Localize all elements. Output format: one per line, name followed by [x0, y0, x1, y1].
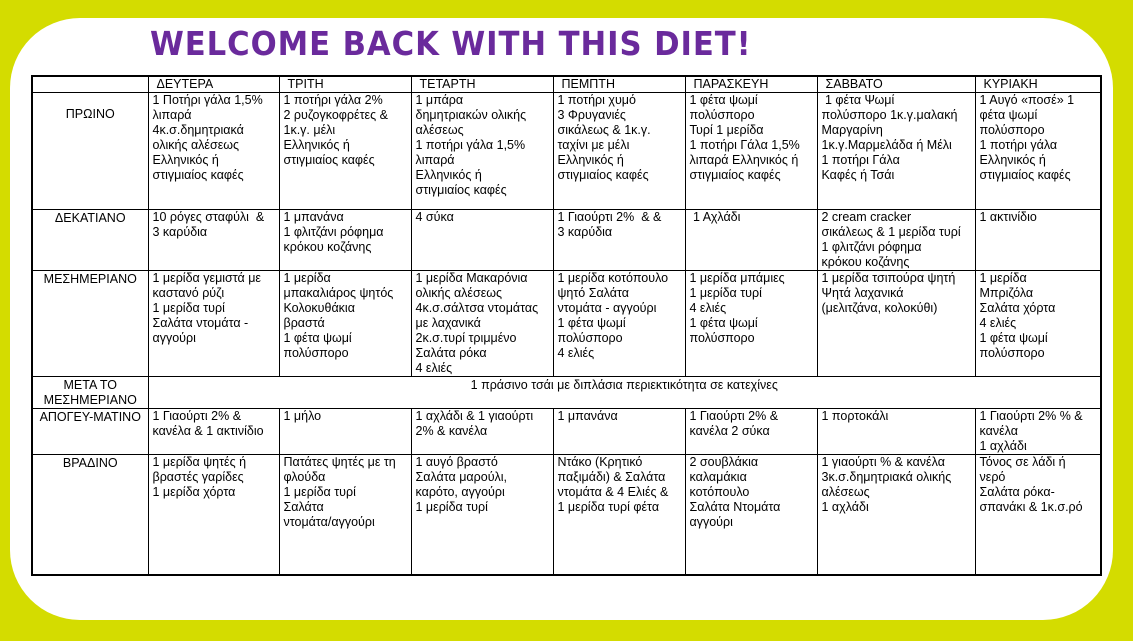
- cell-line: 10 ρόγες σταφύλι &: [152, 210, 265, 224]
- cell-line: 1 μερίδα μπάμιες: [689, 271, 785, 285]
- cell-line: στιγμιαίος καφές: [689, 168, 781, 182]
- cell-line: Τόνος σε λάδι ή: [979, 455, 1066, 469]
- header-row: [32, 76, 1101, 93]
- cell-line: 1 ποτήρι γάλα: [979, 138, 1058, 152]
- cell-line: 1 μερίδα Μακαρόνια: [415, 271, 528, 285]
- cell-line: πολύσπορο: [979, 123, 1045, 137]
- meal-cell-saturday: [817, 455, 975, 575]
- cell-line: νερό: [979, 470, 1006, 484]
- cell-line: 1 μπάρα: [415, 93, 464, 107]
- cell-line: πολύσπορο: [557, 331, 623, 345]
- cell-line: 2% & κανέλα: [415, 424, 488, 438]
- cell-line: 1 γιαούρτι % & κανέλα: [821, 455, 945, 469]
- meal-cell-wednesday: [411, 455, 553, 575]
- meal-cell-wednesday: [411, 271, 553, 377]
- cell-line: ντομάτα/αγγούρι: [283, 515, 375, 529]
- cell-line: 1 φέτα Ψωμί: [821, 93, 895, 107]
- cell-line: 1 μερίδα τυρί: [152, 301, 225, 315]
- day-header-thursday: ΠΕΜΠΤΗ: [553, 76, 685, 93]
- meal-cell-saturday: [817, 409, 975, 455]
- cell-line: σπανάκι & 1κ.σ.ρό: [979, 500, 1083, 514]
- meal-cell-sunday: [975, 409, 1101, 455]
- cell-line: 1 αχλάδι: [821, 500, 869, 514]
- cell-line: πολύσπορο: [689, 108, 755, 122]
- cell-line: 4 ελιές: [979, 316, 1017, 330]
- cell-line: 1 μερίδα ψητές ή: [152, 455, 247, 469]
- cell-line: 1 φέτα ψωμί: [689, 93, 758, 107]
- cell-line: αγγούρι: [152, 331, 196, 345]
- cell-line: 3 Φρυγανιές: [557, 108, 626, 122]
- cell-line: αλέσεως: [821, 485, 870, 499]
- cell-line: Κολοκυθάκια: [283, 301, 355, 315]
- meal-label: ΑΠΟΓΕΥ-ΜΑΤΙΝΟ: [32, 409, 148, 455]
- cell-line: 1 φέτα ψωμί: [283, 331, 352, 345]
- cell-line: αλέσεως: [415, 123, 464, 137]
- cell-line: Ελληνικός ή: [415, 168, 482, 182]
- cell-line: 1 μερίδα: [979, 271, 1027, 285]
- meal-row: [32, 377, 1101, 409]
- corner-cell: [32, 76, 148, 93]
- cell-line: Τυρί 1 μερίδα: [689, 123, 764, 137]
- cell-line: στιγμιαίος καφές: [979, 168, 1071, 182]
- cell-line: κανέλα 2 σύκα: [689, 424, 770, 438]
- cell-line: Ελληνικός ή: [152, 153, 219, 167]
- cell-line: Ψητά λαχανικά: [821, 286, 904, 300]
- meal-row: [32, 271, 1101, 377]
- meal-cell-thursday: [553, 271, 685, 377]
- meal-label: ΜΕΣΗΜΕΡΙΑΝΟ: [32, 271, 148, 377]
- cell-line: 1κ.γ.Μαρμελάδα ή Μέλι: [821, 138, 952, 152]
- meal-cell-saturday: [817, 210, 975, 271]
- cell-line: λιπαρά: [152, 108, 192, 122]
- cell-line: φλούδα: [283, 470, 326, 484]
- meal-cell-thursday: [553, 409, 685, 455]
- cell-line: πολύσπορο: [689, 331, 755, 345]
- cell-line: 1 μερίδα: [283, 271, 331, 285]
- cell-line: 1 μερίδα κοτόπουλο: [557, 271, 669, 285]
- cell-line: 1 Γιαούρτι 2% &: [152, 409, 242, 423]
- cell-line: 1 μερίδα γεμιστά με: [152, 271, 261, 285]
- cell-line: 1 ποτήρι Γάλα: [821, 153, 900, 167]
- cell-line: 1 μήλο: [283, 409, 322, 423]
- cell-line: Σαλάτα μαρούλι,: [415, 470, 508, 484]
- cell-line: 1 φλιτζάνι ρόφημα: [283, 225, 384, 239]
- cell-line: 1 μερίδα χόρτα: [152, 485, 236, 499]
- cell-line: κρόκου κοζάνης: [821, 255, 910, 269]
- cell-line: 1 ποτήρι Γάλα 1,5%: [689, 138, 800, 152]
- cell-line: Σαλάτα ντομάτα -: [152, 316, 249, 330]
- cell-line: 2 ρυζογκοφρέτες &: [283, 108, 388, 122]
- meal-cell-thursday: [553, 455, 685, 575]
- diet-table-body: [32, 93, 1101, 575]
- cell-line: με λαχανικά: [415, 316, 481, 330]
- cell-line: ντομάτα - αγγούρι: [557, 301, 657, 315]
- cell-line: 2 σουβλάκια: [689, 455, 759, 469]
- meal-label: ΠΡΩΙΝΟ: [32, 93, 148, 210]
- merged-meal-cell: 1 πράσινο τσάι με διπλάσια περιεκτικότητα σε κατεχίνες: [148, 377, 1101, 409]
- cell-line: στιγμιαίος καφές: [283, 153, 375, 167]
- meal-label: ΒΡΑΔΙΝΟ: [32, 455, 148, 575]
- meal-row: [32, 455, 1101, 575]
- cell-line: Ελληνικός ή: [979, 153, 1046, 167]
- cell-line: 3κ.σ.δημητριακά ολικής: [821, 470, 952, 484]
- cell-line: Σαλάτα: [283, 500, 324, 514]
- cell-line: στιγμιαίος καφές: [557, 168, 649, 182]
- meal-cell-monday: [148, 93, 279, 210]
- cell-line: 1 Γιαούρτι 2% &: [689, 409, 779, 423]
- cell-line: 4 ελιές: [689, 301, 727, 315]
- meal-cell-tuesday: [279, 409, 411, 455]
- cell-line: 1 μπανάνα: [557, 409, 618, 423]
- cell-line: κρόκου κοζάνης: [283, 240, 372, 254]
- day-header-monday: ΔΕΥΤΕΡΑ: [148, 76, 279, 93]
- cell-line: κανέλα & 1 ακτινίδιο: [152, 424, 264, 438]
- cell-line: Μαργαρίνη: [821, 123, 883, 137]
- cell-line: 1 μπανάνα: [283, 210, 344, 224]
- cell-line: Ελληνικός ή: [557, 153, 624, 167]
- cell-line: στιγμιαίος καφές: [415, 183, 507, 197]
- cell-line: στιγμιαίος καφές: [152, 168, 244, 182]
- cell-line: σικάλεως & 1 μερίδα τυρί: [821, 225, 961, 239]
- cell-line: παξιμάδι) & Σαλάτα: [557, 470, 666, 484]
- cell-line: πολύσπορο: [283, 346, 349, 360]
- cell-line: 1κ.γ. μέλι: [283, 123, 336, 137]
- cell-line: βραστά: [283, 316, 325, 330]
- cell-line: 2 cream cracker: [821, 210, 912, 224]
- meal-cell-sunday: [975, 210, 1101, 271]
- meal-cell-thursday: [553, 210, 685, 271]
- meal-cell-wednesday: [411, 409, 553, 455]
- cell-line: 1 αυγό βραστό: [415, 455, 498, 469]
- cell-line: 1 ακτινίδιο: [979, 210, 1037, 224]
- cell-line: καλαμάκια: [689, 470, 747, 484]
- cell-line: 1 φέτα ψωμί: [689, 316, 758, 330]
- meal-label: ΔΕΚΑΤΙΑΝΟ: [32, 210, 148, 271]
- meal-cell-friday: [685, 409, 817, 455]
- cell-line: δημητριακών ολικής: [415, 108, 527, 122]
- cell-line: 1 μερίδα τσιπούρα ψητή: [821, 271, 956, 285]
- cell-line: Σαλάτα χόρτα: [979, 301, 1056, 315]
- day-header-friday: ΠΑΡΑΣΚΕΥΗ: [685, 76, 817, 93]
- cell-line: αγγούρι: [689, 515, 733, 529]
- cell-line: ολικής αλέσεως: [415, 286, 503, 300]
- cell-line: 1 μερίδα τυρί: [689, 286, 762, 300]
- cell-line: κοτόπουλο: [689, 485, 750, 499]
- cell-line: 4κ.σ.δημητριακά: [152, 123, 244, 137]
- cell-line: μπακαλιάρος ψητός: [283, 286, 394, 300]
- cell-line: 4 ελιές: [557, 346, 595, 360]
- meal-cell-tuesday: [279, 210, 411, 271]
- cell-line: 4 ελιές: [415, 361, 453, 375]
- cell-line: Καφές ή Τσάι: [821, 168, 895, 182]
- cell-line: 1 ποτήρι γάλα 2%: [283, 93, 383, 107]
- cell-line: 1 μερίδα τυρί: [415, 500, 488, 514]
- cell-line: Ελληνικός ή: [283, 138, 350, 152]
- cell-line: βραστές γαρίδες: [152, 470, 244, 484]
- meal-label: ΜΕΤΑ ΤΟ ΜΕΣΗΜΕΡΙΑΝΟ: [32, 377, 148, 409]
- cell-line: 1 πορτοκάλι: [821, 409, 889, 423]
- day-header-sunday: ΚΥΡΙΑΚΗ: [975, 76, 1101, 93]
- meal-cell-wednesday: [411, 210, 553, 271]
- meal-cell-friday: [685, 93, 817, 210]
- cell-line: Μπριζόλα: [979, 286, 1034, 300]
- cell-line: 1 ποτήρι γάλα 1,5%: [415, 138, 526, 152]
- cell-line: Πατάτες ψητές με τη: [283, 455, 396, 469]
- cell-line: πολύσπορο: [979, 346, 1045, 360]
- meal-row: [32, 409, 1101, 455]
- cell-line: 1 αχλάδι & 1 γιαούρτι: [415, 409, 534, 423]
- meal-cell-sunday: [975, 271, 1101, 377]
- meal-cell-wednesday: [411, 93, 553, 210]
- cell-line: ντομάτα & 4 Ελιές &: [557, 485, 669, 499]
- meal-cell-monday: [148, 409, 279, 455]
- cell-line: 1 μερίδα τυρί: [283, 485, 356, 499]
- cell-line: 1 ποτήρι χυμό: [557, 93, 636, 107]
- cell-line: καρότο, αγγούρι: [415, 485, 505, 499]
- cell-line: 2κ.σ.τυρί τριμμένο: [415, 331, 517, 345]
- cell-line: ταχίνι με μέλι: [557, 138, 630, 152]
- meal-cell-friday: [685, 210, 817, 271]
- cell-line: καστανό ρύζι: [152, 286, 225, 300]
- cell-line: 1 φέτα ψωμί: [557, 316, 626, 330]
- meal-cell-saturday: [817, 271, 975, 377]
- page-title: WELCOME BACK WITH THIS DIET!: [150, 24, 752, 63]
- cell-line: 3 καρύδια: [152, 225, 208, 239]
- meal-cell-friday: [685, 271, 817, 377]
- meal-cell-monday: [148, 455, 279, 575]
- meal-cell-sunday: [975, 455, 1101, 575]
- cell-line: 3 καρύδια: [557, 225, 613, 239]
- cell-line: λιπαρά Ελληνικός ή: [689, 153, 799, 167]
- cell-line: 4κ.σ.σάλτσα ντομάτας: [415, 301, 539, 315]
- diet-table: [31, 75, 1102, 576]
- cell-line: (μελιτζάνα, κολοκύθι): [821, 301, 938, 315]
- cell-line: 1 Αχλάδι: [689, 210, 741, 224]
- cell-line: Σαλάτα ρόκα-: [979, 485, 1055, 499]
- day-header-wednesday: ΤΕΤΑΡΤΗ: [411, 76, 553, 93]
- meal-row: [32, 93, 1101, 210]
- cell-line: 1 Αυγό «ποσέ» 1: [979, 93, 1075, 107]
- meal-cell-tuesday: [279, 271, 411, 377]
- meal-cell-saturday: [817, 93, 975, 210]
- cell-line: 1 Γιαούρτι 2% & &: [557, 210, 662, 224]
- cell-line: κανέλα: [979, 424, 1018, 438]
- meal-cell-sunday: [975, 93, 1101, 210]
- cell-line: 4 σύκα: [415, 210, 454, 224]
- cell-line: Σαλάτα ρόκα: [415, 346, 487, 360]
- cell-line: 1 μερίδα τυρί φέτα: [557, 500, 660, 514]
- cell-line: σικάλεως & 1κ.γ.: [557, 123, 651, 137]
- meal-cell-monday: [148, 210, 279, 271]
- meal-cell-friday: [685, 455, 817, 575]
- meal-cell-tuesday: [279, 93, 411, 210]
- day-header-saturday: ΣΑΒΒΑΤΟ: [817, 76, 975, 93]
- cell-line: 1 Ποτήρι γάλα 1,5%: [152, 93, 263, 107]
- cell-line: 1 φέτα ψωμί: [979, 331, 1048, 345]
- cell-line: ολικής αλέσεως: [152, 138, 240, 152]
- meal-cell-thursday: [553, 93, 685, 210]
- cell-line: 1 φλιτζάνι ρόφημα: [821, 240, 922, 254]
- cell-line: φέτα ψωμί: [979, 108, 1038, 122]
- meal-cell-monday: [148, 271, 279, 377]
- cell-line: πολύσπορο 1κ.γ.μαλακή: [821, 108, 958, 122]
- day-header-tuesday: ΤΡΙΤΗ: [279, 76, 411, 93]
- meal-row: [32, 210, 1101, 271]
- cell-line: 1 Γιαούρτι 2% % &: [979, 409, 1083, 423]
- meal-cell-tuesday: [279, 455, 411, 575]
- cell-line: Σαλάτα Ντομάτα: [689, 500, 781, 514]
- cell-line: Ντάκο (Κρητικό: [557, 455, 643, 469]
- cell-line: 1 αχλάδι: [979, 439, 1027, 453]
- cell-line: λιπαρά: [415, 153, 455, 167]
- cell-line: ψητό Σαλάτα: [557, 286, 629, 300]
